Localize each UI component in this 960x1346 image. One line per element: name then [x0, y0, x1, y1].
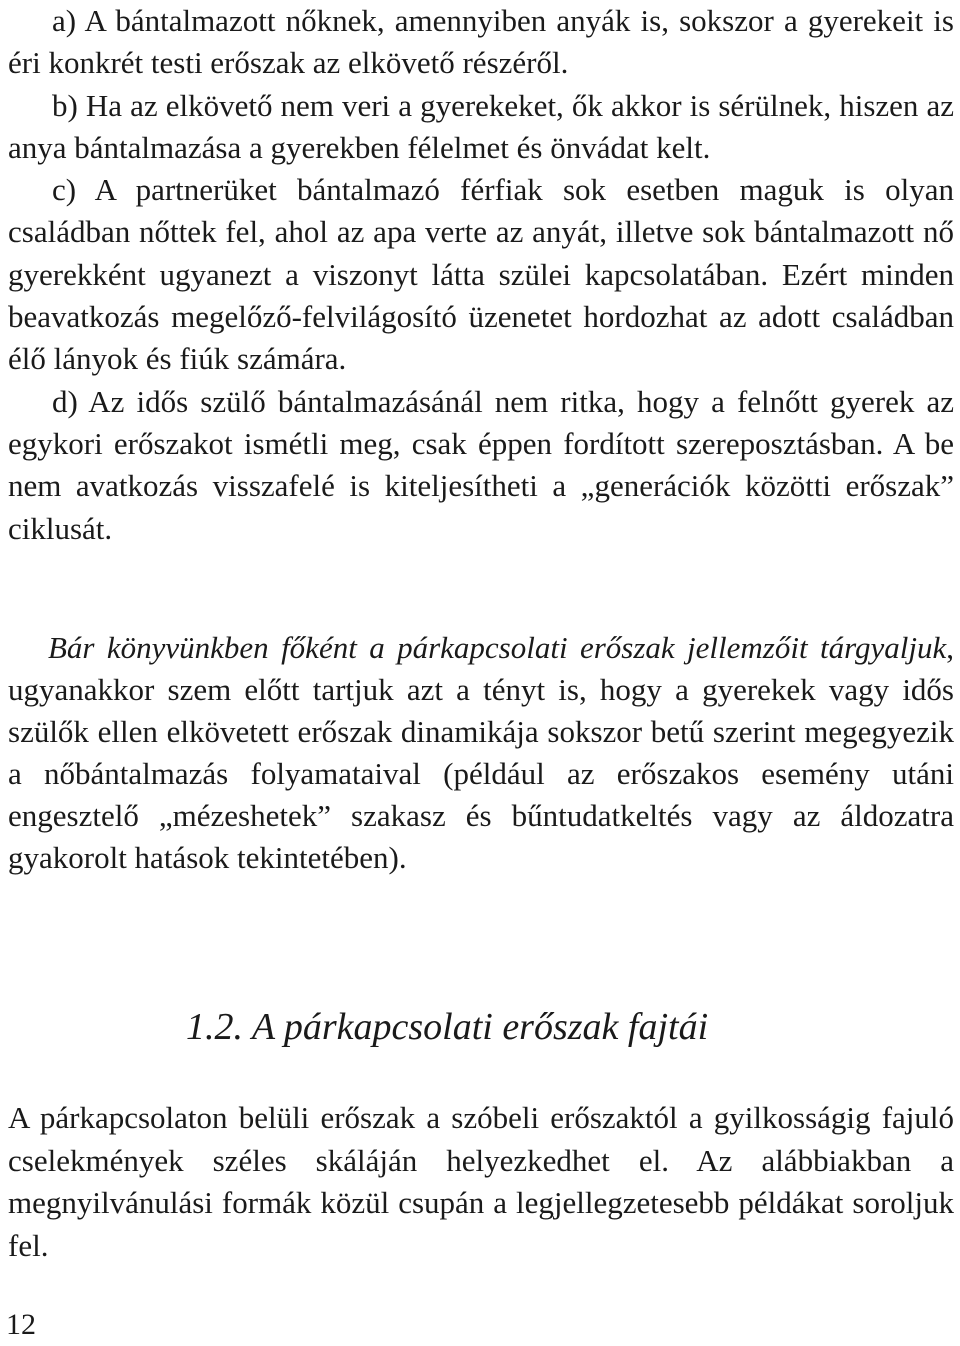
- list-item-a: a) A bántalmazott nőknek, amennyiben anyák is, sokszor a gyerekeit is éri konkrét testi erőszak az elkövető részéről.: [8, 3, 954, 81]
- italic-emphasis: Bár könyvünkben főként a párkapcsolati erőszak jellemzőit tárgyaljuk: [48, 630, 947, 665]
- document-page: [8, 0, 954, 1263]
- body-paragraph: [8, 627, 954, 879]
- section-heading: 1.2. A párkapcsolati erőszak fajtái: [186, 1006, 709, 1048]
- enumerated-list: [8, 0, 954, 550]
- paragraph-text: , ugyanakkor szem előtt tartjuk azt a tényt is, hogy a gyerekek vagy idős szülők ellen elkövetett erőszak dinamikája sokszor betű szerint megegyezik a nőbántalmazás folyamataival (például az erőszakos esemény utáni engesztelő „mézeshetek” szakasz és bűntudatkeltés vagy az áldozatra gyakorolt hatások tekintetében).: [8, 630, 954, 875]
- list-item-b: b) Ha az elkövető nem veri a gyerekeket, ők akkor is sérülnek, hiszen az anya bántalmazása a gyerekben félelmet és önvádat kelt.: [8, 87, 954, 165]
- list-item-d: d) Az idős szülő bántalmazásánál nem ritka, hogy a felnőtt gyerek az egykori erőszakot ismétli meg, csak éppen fordított szereposztásban. A be nem avatkozás visszafelé is kiteljesítheti a „generációk közötti erőszak” ciklusát.: [8, 383, 954, 546]
- section-paragraph: A párkapcsolaton belüli erőszak a szóbeli erőszaktól a gyilkosságig fajuló cselekmények széles skáláján helyezkedhet el. Az alábbiakban a megnyilvánulási formák közül csupán a legjellegzetesebb példákat soroljuk fel.: [8, 1100, 954, 1263]
- list-item-c: c) A partnerüket bántalmazó férfiak sok esetben maguk is olyan családban nőttek fel, ahol az apa verte az anyát, illetve sok bántalmazott nő gyerekként ugyanezt a viszonyt látta szülei kapcsolatában. Ezért minden beavatkozás megelőző-felvilágosító üzenetet hordozhat az adott családban élő lányok és fiúk számára.: [8, 172, 954, 377]
- page-number: 12: [6, 1308, 36, 1341]
